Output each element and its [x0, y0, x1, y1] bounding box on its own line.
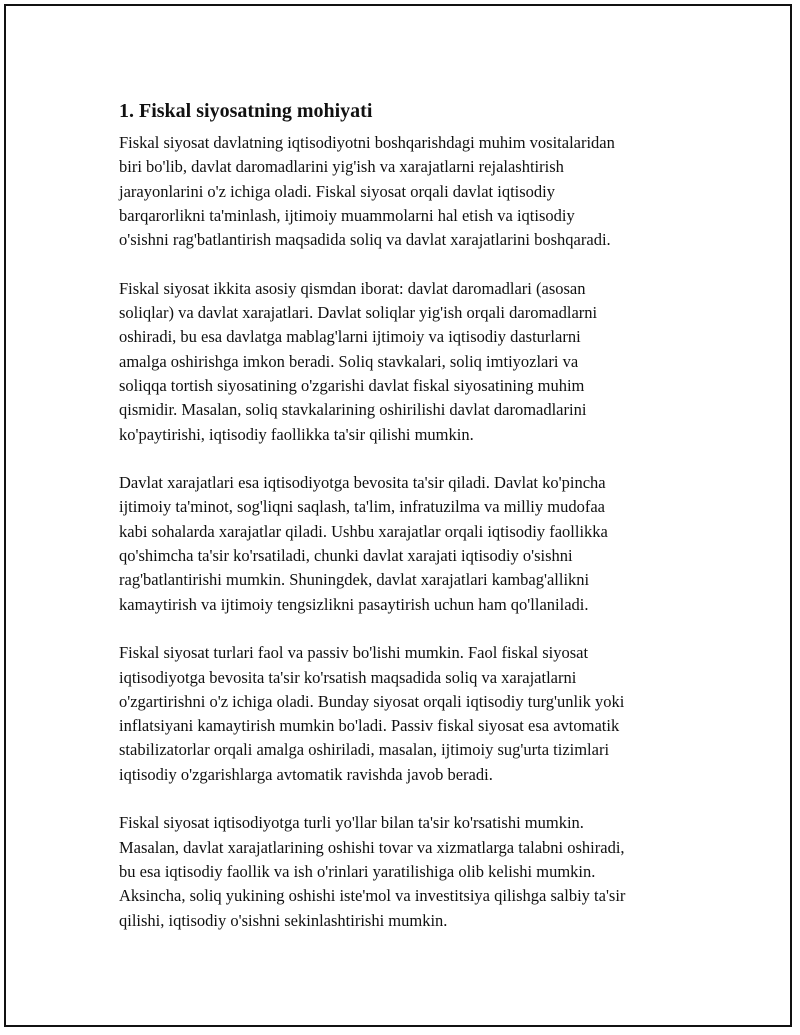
- text-line: bu esa iqtisodiy faollik va ish o'rinlari yaratilishiga olib kelishi mumkin.: [119, 861, 596, 881]
- text-line: o'sishni rag'batlantirish maqsadida soliq va davlat xarajatlarini boshqaradi.: [119, 230, 611, 250]
- text-line: ijtimoiy ta'minot, sog'liqni saqlash, ta'lim, infratuzilma va milliy mudofaa: [119, 497, 605, 517]
- text-line: kabi sohalarda xarajatlar qiladi. Ushbu xarajatlar orqali iqtisodiy faollikka: [119, 521, 608, 541]
- text-line: kamaytirish va ijtimoiy tengsizlikni pasaytirish uchun ham qo'llaniladi.: [119, 594, 589, 614]
- section-heading: 1. Fiskal siyosatning mohiyati: [119, 100, 373, 122]
- page-frame: [4, 4, 792, 1027]
- paragraph-3: [119, 471, 699, 617]
- text-line: biri bo'lib, davlat daromadlarini yig'ish va xarajatlarni rejalashtirish: [119, 157, 564, 177]
- text-line: Fiskal siyosat turlari faol va passiv bo'lishi mumkin. Faol fiskal siyosat: [119, 643, 589, 663]
- text-line: Fiskal siyosat davlatning iqtisodiyotni boshqarishdagi muhim vositalaridan: [119, 133, 615, 152]
- text-line: Fiskal siyosat ikkita asosiy qismdan iborat: davlat daromadlari (asosan: [119, 278, 586, 298]
- text-line: barqarorlikni ta'minlash, ijtimoiy muammolarni hal etish va iqtisodiy: [119, 205, 575, 225]
- text-line: qilishi, iqtisodiy o'sishni sekinlashtirishi mumkin.: [119, 910, 448, 930]
- text-line: Masalan, davlat xarajatlarining oshishi tovar va xizmatlarga talabni oshiradi,: [119, 837, 625, 857]
- text-line: soliqlar) va davlat xarajatlari. Davlat soliqlar yig'ish orqali daromadlarni: [119, 303, 598, 323]
- text-line: iqtisodiyotga bevosita ta'sir ko'rsatish maqsadida soliq va xarajatlarni: [119, 667, 577, 687]
- text-line: qo'shimcha ta'sir ko'rsatiladi, chunki davlat xarajati iqtisodiy o'sishni: [119, 546, 573, 566]
- text-line: rag'batlantirishi mumkin. Shuningdek, davlat xarajatlari kambag'allikni: [119, 570, 590, 590]
- text-line: Fiskal siyosat iqtisodiyotga turli yo'llar bilan ta'sir ko'rsatishi mumkin.: [119, 813, 584, 833]
- text-line: iqtisodiy o'zgarishlarga avtomatik ravishda javob beradi.: [119, 764, 493, 784]
- text-line: qismidir. Masalan, soliq stavkalarining oshirilishi davlat daromadlarini: [119, 400, 587, 420]
- text-line: ko'paytirishi, iqtisodiy faollikka ta'sir qilishi mumkin.: [119, 424, 474, 444]
- text-line: jarayonlarini o'z ichiga oladi. Fiskal siyosat orqali davlat iqtisodiy: [119, 181, 556, 201]
- text-line: oshiradi, bu esa davlatga mablag'larni ijtimoiy va iqtisodiy dasturlarni: [119, 327, 581, 347]
- paragraph-1: [119, 131, 699, 252]
- paragraph-2: [119, 277, 699, 447]
- text-line: soliqqa tortish siyosatining o'zgarishi davlat fiskal siyosatining muhim: [119, 375, 585, 395]
- text-line: inflatsiyani kamaytirish mumkin bo'ladi. Passiv fiskal siyosat esa avtomatik: [119, 716, 620, 736]
- paragraph-5: [119, 811, 699, 932]
- document-body: [119, 97, 699, 957]
- paragraph-4: [119, 641, 699, 787]
- text-line: Aksincha, soliq yukining oshishi iste'mol va investitsiya qilishga salbiy ta'sir: [119, 886, 626, 906]
- text-line: amalga oshirishga imkon beradi. Soliq stavkalari, soliq imtiyozlari va: [119, 351, 579, 371]
- text-line: stabilizatorlar orqali amalga oshiriladi, masalan, ijtimoiy sug'urta tizimlari: [119, 740, 610, 760]
- text-line: Davlat xarajatlari esa iqtisodiyotga bevosita ta'sir qiladi. Davlat ko'pincha: [119, 473, 606, 493]
- text-line: o'zgartirishni o'z ichiga oladi. Bunday siyosat orqali iqtisodiy turg'unlik yoki: [119, 691, 625, 711]
